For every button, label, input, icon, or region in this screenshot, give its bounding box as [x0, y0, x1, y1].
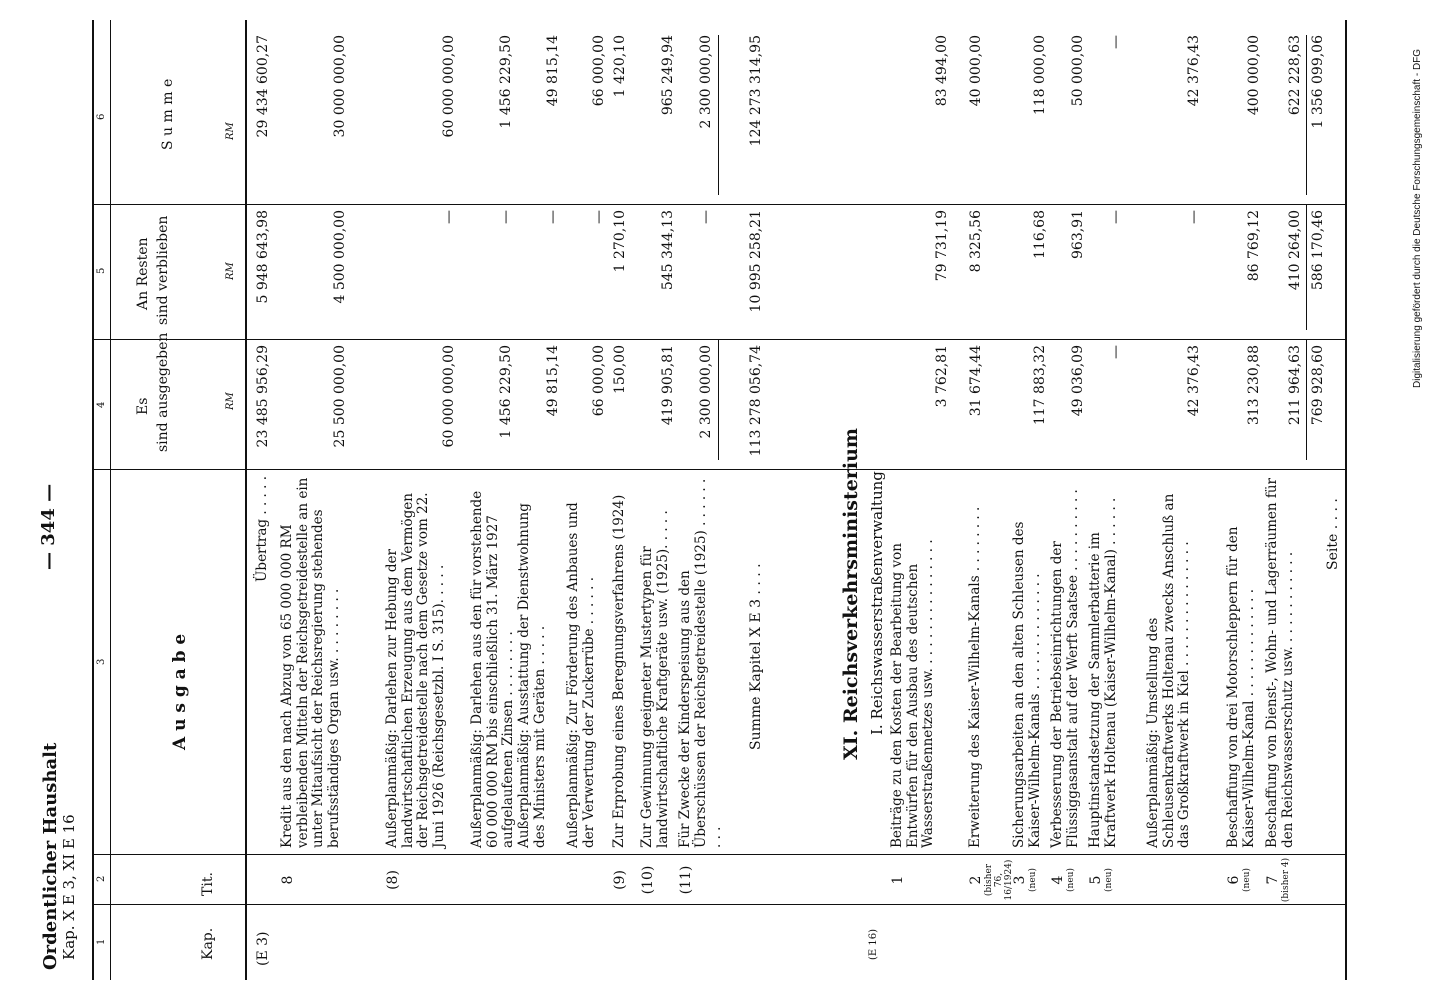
table-bottom-rule	[1345, 20, 1347, 980]
row-tit: 5	[1088, 875, 1104, 885]
row-c6: 66 000,00	[591, 35, 607, 107]
row-tit: 4	[1050, 875, 1066, 885]
row-description: Für Zwecke der Kinderspeisung aus den Überschüssen der Reichsgetreidestelle (1925) . . . . . . . . .	[677, 478, 724, 848]
header-bottom-rule	[245, 20, 247, 980]
colnum-2: 2	[96, 875, 107, 882]
row-c6: 50 000,00	[1070, 35, 1086, 107]
row-description: Außerplanmäßig: Zur Förderung des Anbaues und der Verwertung der Zuckerrübe . . . . . .	[565, 502, 597, 848]
row-c5: 79 731,19	[934, 210, 950, 282]
row-description: Außerplanmäßig: Umstellung des Schleusenkraftwerks Holtenau zwecks Anschluß an das Großkraftwerk in Kiel . . . . . . . . . . . . . . .	[1145, 493, 1192, 848]
seite-rule-4	[1306, 340, 1307, 460]
col-rule-3	[92, 469, 1345, 470]
row-tit: (9)	[612, 870, 628, 890]
row-c6: 965 249,94	[660, 35, 676, 116]
row-c6: 1 456 229,50	[498, 35, 514, 129]
row-c5: —	[441, 210, 457, 224]
header-subtitle: Kap. X E 3, XI E 16	[60, 814, 78, 960]
row-c4: —	[1108, 345, 1124, 359]
row-tit: 2	[968, 875, 984, 885]
row-description: Beschaffung von drei Motorschleppern für den Kaiser-Wilhelm-Kanal . . . . . . . . . . . . .	[1225, 526, 1257, 848]
row-tit: 1	[890, 875, 906, 885]
header-ausgabe: A u s g a b e	[170, 633, 190, 750]
row-c5: 5 948 643,98	[255, 210, 271, 304]
row-tit: 8	[280, 875, 296, 885]
row-tit: (10)	[640, 865, 656, 895]
row-c6: 49 815,14	[545, 35, 561, 107]
seite-c5: 586 170,46	[1310, 210, 1326, 291]
row-c5: 410 264,00	[1287, 210, 1303, 291]
row-c6: 60 000 000,00	[441, 35, 457, 138]
row-description: Erweiterung des Kaiser-Wilhelm-Kanals . . . . . . . .	[967, 506, 983, 848]
seite-rule-6	[1306, 35, 1307, 195]
colnum-6: 6	[96, 113, 107, 120]
row-c5: —	[1108, 210, 1124, 224]
summe-kapitel-c4: 113 278 056,74	[748, 345, 764, 457]
row-c4: 31 674,44	[968, 345, 984, 417]
row-tit-note: (neu)	[1066, 868, 1076, 892]
row-kap: (E 3)	[255, 931, 271, 966]
summe-kapitel-c6: 124 273 314,95	[748, 35, 764, 147]
dfg-credit-text: Digitalisierung gefördert durch die Deutsche Forschungsgemeinschaft - DFG	[1412, 48, 1423, 388]
row-tit: (11)	[678, 865, 694, 895]
row-c4: 117 883,32	[1032, 345, 1048, 426]
row-c4: 25 500 000,00	[332, 345, 348, 448]
row-c5: —	[1186, 210, 1202, 224]
section-kap: (E 16)	[868, 928, 879, 960]
row-tit-note: (neu)	[1242, 868, 1252, 892]
row-description: Hauptinstandsetzung der Sammlerbatterie im Kraftwerk Holtenau (Kaiser-Wilhelm-Kanal) . . . . . .	[1087, 497, 1119, 848]
col-rule-2	[92, 854, 1345, 855]
row-description: Außerplanmäßig: Darlehen zur Hebung der landwirtschaftlichen Erzeugung aus dem Vermögen der Reichsgetreidestelle nach dem Gesetze vom 22. Juni 1926 (Reichsgesetzbl. I S. 315). . . . .	[384, 492, 447, 848]
header-tit: Tit.	[200, 872, 216, 896]
summe-rule-6	[718, 35, 719, 195]
section-subtitle: I. Reichswasserstraßenverwaltung	[868, 471, 886, 735]
seite-c6: 1 356 099,06	[1310, 35, 1326, 129]
dfg-credit	[1412, 8, 1432, 388]
row-c5: —	[591, 210, 607, 224]
header-title: Ordentlicher Haushalt	[40, 742, 61, 970]
row-description: Beschaffung von Dienst-, Wohn- und Lagerräumen für den Reichswasserschutz usw. . . . . . . . . . . .	[1264, 478, 1296, 848]
row-c4: 60 000 000,00	[441, 345, 457, 448]
header-col4-unit: RM	[225, 392, 236, 410]
header-col4-line2: sind ausgegeben	[155, 332, 171, 452]
row-c4: 49 036,09	[1070, 345, 1086, 417]
header-col4-line1: Es	[135, 397, 151, 415]
col-rule-1	[92, 904, 1345, 905]
colnum-1: 1	[96, 938, 107, 945]
row-tit: 7	[1265, 875, 1281, 885]
row-c6: 2 300 000,00	[698, 35, 714, 129]
row-description: Zur Gewinnung geeigneter Mustertypen für landwirtschaftliche Kraftgeräte usw. (1925). . . . .	[639, 510, 671, 848]
row-c5: 1 270,10	[612, 210, 628, 273]
row-c5: —	[498, 210, 514, 224]
header-col5-line1: An Resten	[135, 237, 151, 310]
row-c6: 400 000,00	[1246, 35, 1262, 116]
row-c6: 83 494,00	[934, 35, 950, 107]
colnum-3: 3	[96, 658, 107, 665]
section-title: XI. Reichsverkehrsministerium	[840, 427, 862, 760]
row-c5: —	[545, 210, 561, 224]
col-rule-5	[92, 204, 1345, 205]
row-c6: 40 000,00	[968, 35, 984, 107]
header-col6: S u m m e	[160, 78, 176, 150]
row-c5: 4 500 000,00	[332, 210, 348, 304]
row-c4: 3 762,81	[934, 345, 950, 408]
row-c4: 49 815,14	[545, 345, 561, 417]
row-tit-note: (bisher 4)	[1281, 857, 1291, 903]
row-c4: 313 230,88	[1246, 345, 1262, 426]
colnum-5: 5	[96, 267, 107, 274]
page-number: — 344 —	[38, 483, 59, 570]
row-c5: 545 344,13	[660, 210, 676, 291]
row-description: Außerplanmäßig: Ausstattung der Dienstwohnung des Ministers mit Geräten . . . . .	[516, 503, 548, 848]
row-c5: —	[698, 210, 714, 224]
row-description: Außerplanmäßig: Darlehen aus den für vorstehende 60 000 000 RM bis einschließlich 31. März 1927 aufgelaufenen Zinsen . . . . . . . .	[469, 490, 516, 848]
row-c4: 150,00	[612, 345, 628, 394]
row-c5: 116,68	[1032, 210, 1048, 259]
row-c6: —	[1108, 35, 1124, 49]
row-description: Zur Erprobung eines Beregnungsverfahrens (1924)	[611, 494, 627, 848]
row-c4: 419 905,81	[660, 345, 676, 426]
row-c4: 211 964,63	[1287, 345, 1303, 426]
row-tit: 3	[1012, 875, 1028, 885]
header-col5-unit: RM	[225, 262, 236, 280]
row-c6: 30 000 000,00	[332, 35, 348, 138]
row-c4: 2 300 000,00	[698, 345, 714, 439]
row-c4: 1 456 229,50	[498, 345, 514, 439]
row-description: Sicherungsarbeiten an den alten Schleusen des Kaiser-Wilhelm-Kanals . . . . . . . . . . . . . .	[1011, 521, 1043, 848]
row-tit-note: (bisher 76, 16/1924)	[984, 859, 1014, 901]
row-tit-note: (neu)	[1028, 868, 1038, 892]
row-c6: 118 000,00	[1032, 35, 1048, 116]
header-col5-line2: sind verblieben	[155, 215, 171, 325]
row-c5: 86 769,12	[1246, 210, 1262, 282]
row-tit: (8)	[385, 870, 401, 890]
row-description: Beiträge zu den Kosten der Bearbeitung von Entwürfen für den Ausbau des deutschen Wasserstraßennetzes usw. . . . . . . . . . . . . . . .	[889, 539, 936, 848]
row-c4: 42 376,43	[1186, 345, 1202, 417]
row-c5: 8 325,56	[968, 210, 984, 273]
header-kap: Kap.	[200, 927, 216, 960]
summe-kapitel-c5: 10 995 258,21	[748, 210, 764, 313]
row-c6: 42 376,43	[1186, 35, 1202, 107]
colnum-4: 4	[96, 401, 107, 408]
row-description: Übertrag . . . . .	[254, 476, 270, 582]
summe-kapitel-label: Summe Kapitel X E 3 . . . .	[748, 563, 764, 750]
seite-label: Seite . . . .	[1325, 498, 1341, 570]
row-c6: 622 228,63	[1287, 35, 1303, 116]
row-c5: 963,91	[1070, 210, 1086, 259]
colnum-rule	[110, 20, 111, 980]
row-description: Verbesserung der Betriebseinrichtungen der Flüssiggasanstalt auf der Werft Saatsee . . . . . . . . . .	[1049, 489, 1081, 848]
row-description: Kredit aus den nach Abzug von 65 000 000 RM verbleibenden Mitteln der Reichsgetreidestelle an ein unter Mitaufsicht der Reichsregierung stehendes berufsständiges Organ usw. . . . . . . . .	[279, 477, 342, 848]
table-top-rule	[92, 20, 94, 980]
row-c4: 66 000,00	[591, 345, 607, 417]
summe-rule-4	[718, 340, 719, 460]
seite-c4: 769 928,60	[1310, 345, 1326, 426]
row-tit-note: (neu)	[1104, 868, 1114, 892]
header-col6-unit: RM	[225, 122, 236, 140]
row-c4: 23 485 956,29	[255, 345, 271, 448]
row-tit: 6	[1226, 875, 1242, 885]
row-c6: 1 420,10	[612, 35, 628, 98]
row-c6: 29 434 600,27	[255, 35, 271, 138]
seite-rule-5	[1306, 205, 1307, 330]
